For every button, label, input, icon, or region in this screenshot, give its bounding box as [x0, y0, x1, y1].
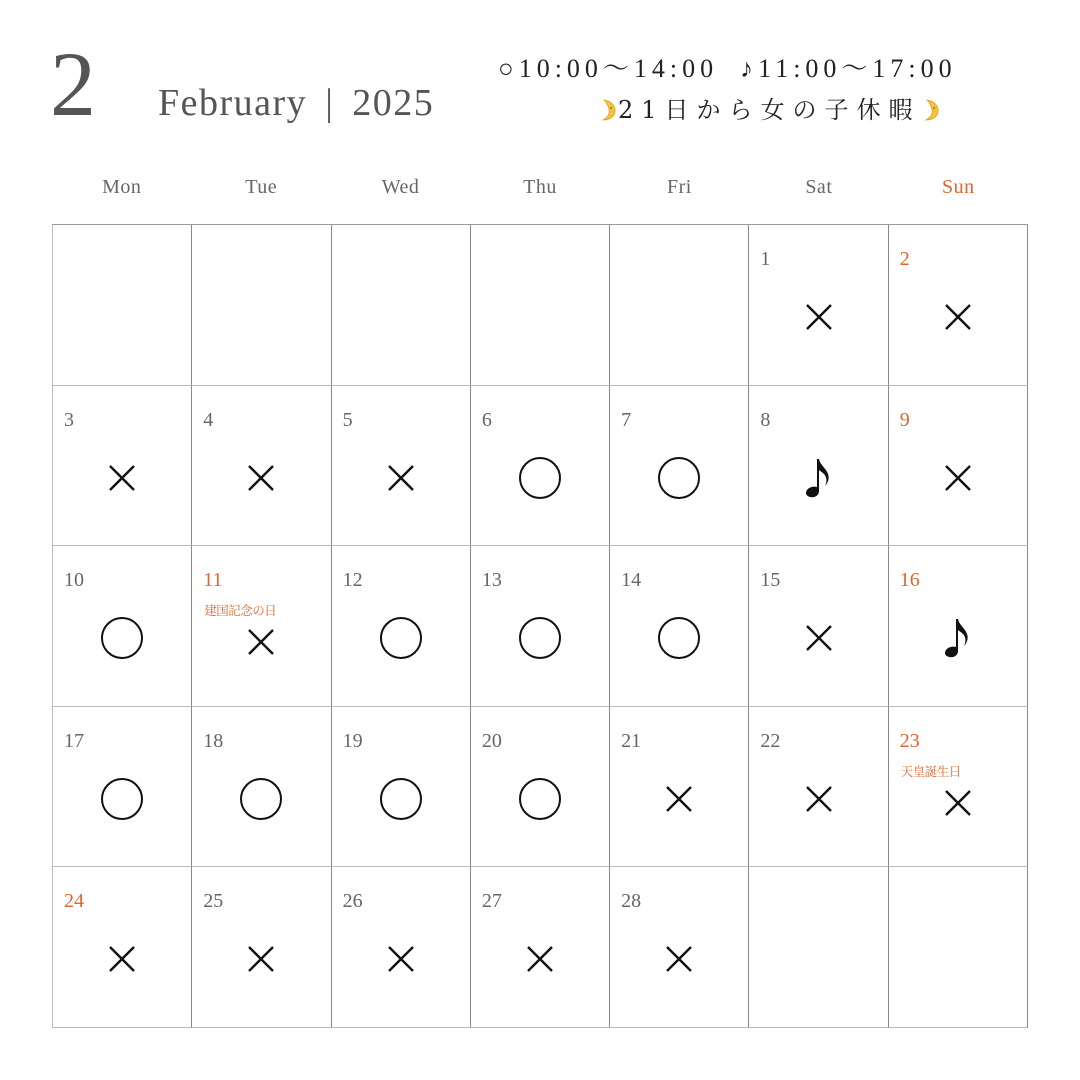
crescent-moon-icon	[598, 99, 618, 121]
circle-mark-icon	[100, 616, 144, 660]
cross-mark-icon	[239, 937, 283, 981]
cross-mark-icon	[239, 620, 283, 664]
cross-mark-icon	[797, 616, 841, 660]
calendar-day-cell	[192, 867, 331, 1028]
calendar-day-cell	[332, 546, 471, 707]
cross-mark-icon	[518, 937, 562, 981]
calendar-day-cell	[610, 707, 749, 868]
weekday-tue: Tue	[245, 176, 278, 198]
cross-mark-icon	[657, 937, 701, 981]
day-number: 24	[64, 890, 84, 913]
holiday-label: 建国記念の日	[204, 603, 277, 619]
calendar-day-cell	[192, 546, 331, 707]
cross-mark-icon	[100, 937, 144, 981]
circle-mark-icon	[518, 456, 562, 500]
business-hours	[498, 56, 998, 82]
calendar-day-cell	[332, 707, 471, 868]
day-number: 5	[342, 408, 353, 431]
circle-mark-icon	[657, 456, 701, 500]
calendar-day-cell	[192, 386, 331, 547]
cross-mark-icon	[379, 456, 423, 500]
day-number: 4	[203, 408, 214, 431]
calendar-day-cell	[889, 225, 1028, 386]
circle-mark-icon	[379, 616, 423, 660]
calendar-day-cell	[53, 867, 192, 1028]
day-number: 1	[760, 248, 771, 270]
calendar-day-cell	[610, 867, 749, 1028]
day-number: 28	[621, 890, 642, 913]
weekday-fri: Fri	[667, 176, 692, 198]
empty-cell	[610, 225, 749, 386]
empty-cell	[192, 225, 331, 386]
day-number: 3	[64, 408, 74, 431]
empty-cell	[889, 867, 1028, 1028]
notice-text: 21日から女の子休暇	[618, 96, 921, 124]
calendar-day-cell	[53, 386, 192, 547]
calendar-day-cell	[749, 386, 888, 547]
music-note-icon	[936, 616, 980, 660]
holiday-notice	[598, 98, 941, 122]
day-number: 19	[342, 729, 363, 752]
calendar-day-cell	[471, 867, 610, 1028]
title-separator: |	[325, 82, 335, 124]
circle-mark-icon	[379, 777, 423, 821]
day-number: 8	[760, 408, 771, 431]
calendar-day-cell	[749, 225, 888, 386]
crescent-moon-icon	[921, 99, 941, 121]
month-number: 2	[50, 33, 96, 135]
calendar-day-cell	[471, 546, 610, 707]
calendar-day-cell	[889, 707, 1028, 868]
day-number: 9	[899, 408, 910, 431]
cross-mark-icon	[797, 295, 841, 339]
calendar-grid	[52, 224, 1028, 1028]
day-number: 20	[481, 729, 502, 752]
empty-cell	[53, 225, 192, 386]
circle-mark-icon	[518, 777, 562, 821]
cross-mark-icon	[379, 937, 423, 981]
empty-cell	[471, 225, 610, 386]
cross-mark-icon	[936, 295, 980, 339]
holiday-label: 天皇誕生日	[900, 763, 961, 779]
calendar-day-cell	[889, 546, 1028, 707]
day-number: 26	[342, 890, 363, 913]
day-number: 18	[203, 729, 224, 752]
hours-note: ♪11:00～17:00	[740, 54, 957, 83]
calendar-day-cell	[332, 867, 471, 1028]
calendar-day-cell	[749, 546, 888, 707]
day-number: 2	[899, 248, 910, 270]
day-number: 21	[621, 729, 642, 752]
cross-mark-icon	[657, 777, 701, 821]
calendar-day-cell	[610, 386, 749, 547]
day-number: 11	[203, 569, 223, 592]
day-number: 7	[621, 408, 632, 431]
weekday-thu: Thu	[523, 176, 557, 198]
circle-mark-icon	[100, 777, 144, 821]
weekday-header-row	[52, 176, 1028, 199]
weekday-mon: Mon	[102, 176, 142, 198]
day-number: 10	[64, 569, 84, 592]
month-name: February	[158, 82, 308, 124]
month-year-title	[158, 84, 434, 122]
calendar-day-cell	[889, 386, 1028, 547]
weekday-wed: Wed	[381, 176, 420, 198]
calendar-day-cell	[471, 707, 610, 868]
day-number: 17	[64, 729, 84, 752]
day-number: 25	[203, 890, 224, 913]
cross-mark-icon	[936, 456, 980, 500]
day-number: 14	[621, 569, 642, 592]
calendar-day-cell	[53, 707, 192, 868]
music-note-icon	[797, 456, 841, 500]
circle-mark-icon	[518, 616, 562, 660]
calendar-day-cell	[610, 546, 749, 707]
day-number: 13	[481, 569, 502, 592]
weekday-sun: Sun	[941, 176, 975, 198]
cross-mark-icon	[100, 456, 144, 500]
circle-mark-icon	[657, 616, 701, 660]
empty-cell	[749, 867, 888, 1028]
weekday-sat: Sat	[805, 176, 833, 198]
calendar-day-cell	[749, 707, 888, 868]
circle-mark-icon	[239, 777, 283, 821]
year: 2025	[352, 82, 435, 124]
day-number: 23	[899, 729, 920, 752]
day-number: 6	[481, 408, 492, 431]
cross-mark-icon	[936, 781, 980, 825]
day-number: 27	[481, 890, 502, 913]
cross-mark-icon	[239, 456, 283, 500]
cross-mark-icon	[797, 777, 841, 821]
day-number: 12	[342, 569, 363, 592]
day-number: 16	[899, 569, 920, 592]
hours-circle: ○10:00～14:00	[498, 54, 719, 83]
calendar-day-cell	[53, 546, 192, 707]
calendar-day-cell	[471, 386, 610, 547]
day-number: 22	[760, 729, 781, 752]
calendar-day-cell	[332, 386, 471, 547]
empty-cell	[332, 225, 471, 386]
calendar-day-cell	[192, 707, 331, 868]
day-number: 15	[760, 569, 781, 592]
